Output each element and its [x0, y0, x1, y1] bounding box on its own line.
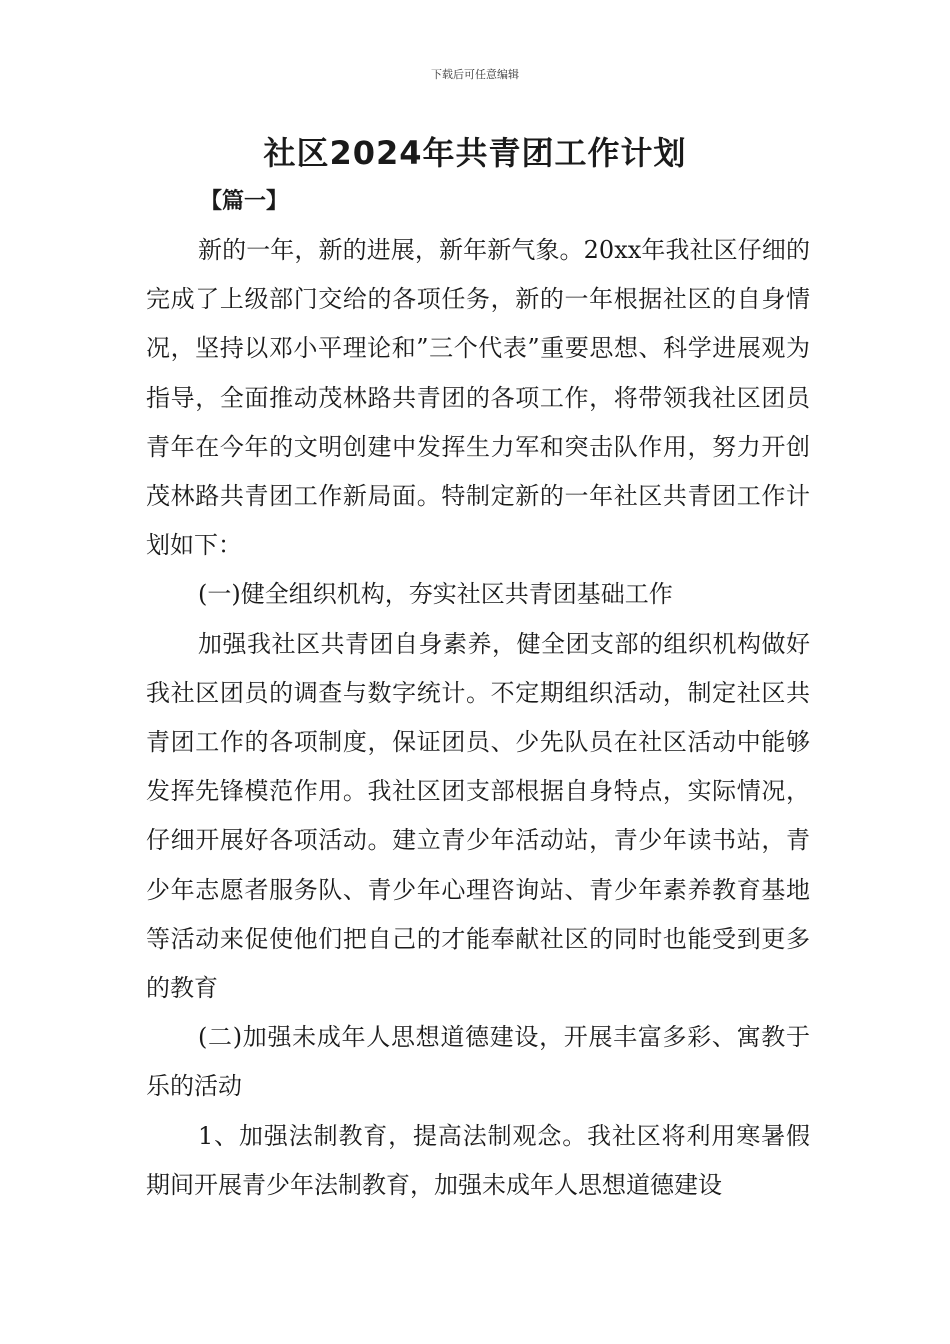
paragraph-legal-education: 1、加强法制教育，提高法制观念。我社区将利用寒暑假期间开展青少年法制教育，加强未成年人思想道德建设	[146, 1121, 810, 1199]
section-label: 【篇一】	[200, 189, 289, 214]
paragraph-heading-1: (一)健全组织机构，夯实社区共青团基础工作	[198, 580, 673, 609]
page-header-note: 下载后可任意编辑	[431, 68, 519, 81]
paragraph-intro: 新的一年，新的进展，新年新气象。20xx年我社区仔细的完成了上级部门交给的各项任务，新的一年根据社区的自身情况，坚持以邓小平理论和”三个代表”重要思想、科学进展观为指导，全面推动茂林路共青团的各项工作，将带领我社区团员青年在今年的文明创建中发挥生力军和突击队作用，努力开创茂林路共青团工作新局面。特制定新的一年社区共青团工作计划如下：	[146, 236, 810, 560]
document-title: 社区2024年共青团工作计划	[263, 134, 687, 172]
paragraph-heading-2: (二)加强未成年人思想道德建设，开展丰富多彩、寓教于乐的活动	[146, 1023, 810, 1101]
document-body	[146, 226, 810, 1210]
paragraph-organization: 加强我社区共青团自身素养，健全团支部的组织机构做好我社区团员的调查与数字统计。不定期组织活动，制定社区共青团工作的各项制度，保证团员、少先队员在社区活动中能够发挥先锋模范作用。我社区团支部根据自身特点，实际情况，仔细开展好各项活动。建立青少年活动站，青少年读书站，青少年志愿者服务队、青少年心理咨询站、青少年素养教育基地等活动来促使他们把自己的才能奉献社区的同时也能受到更多的教育	[146, 629, 810, 1003]
